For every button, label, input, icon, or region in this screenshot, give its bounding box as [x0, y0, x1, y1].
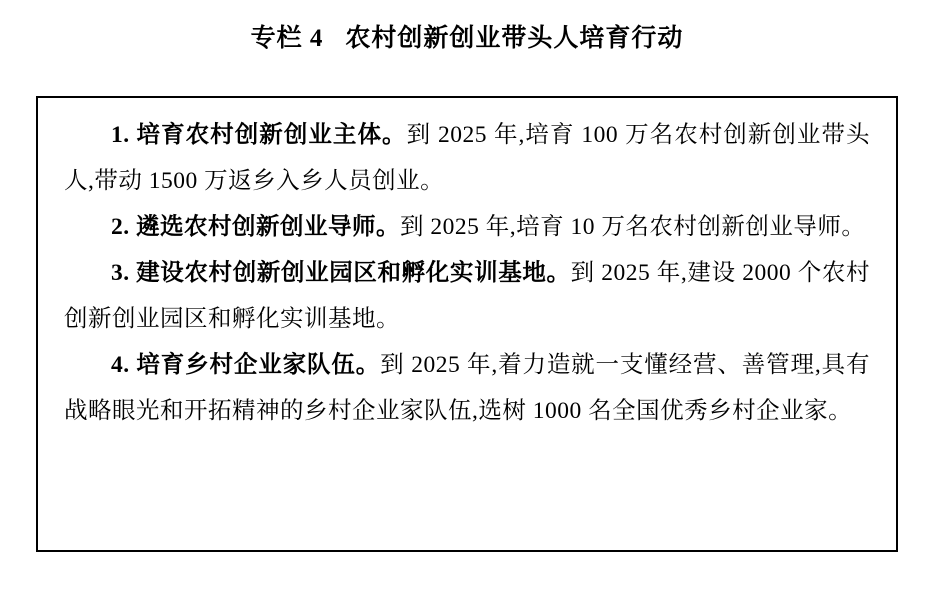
item-body: 到 2025 年,建设 2000 个农村创新创业园区和孵化实训基地。	[64, 260, 871, 332]
item-body: 到 2025 年,着力造就一支懂经营、善管理,具有战略眼光和开拓精神的乡村企业家队伍,选树 1000 名全国优秀乡村企业家。	[64, 352, 871, 424]
item-number: 4.	[111, 352, 130, 378]
list-item	[64, 342, 870, 434]
item-body: 到 2025 年,培育 10 万名农村创新创业导师。	[400, 214, 866, 240]
page-title-prefix: 专栏 4	[250, 25, 324, 52]
list-item	[64, 250, 870, 342]
item-lead: 建设农村创新创业园区和孵化实训基地。	[136, 260, 571, 286]
item-lead: 培育农村创新创业主体。	[136, 122, 407, 148]
document-page	[0, 22, 934, 592]
item-number: 1.	[111, 122, 130, 148]
item-number: 3.	[111, 260, 130, 286]
content-box	[36, 96, 898, 552]
page-title	[0, 22, 934, 56]
list-item	[64, 112, 870, 204]
page-title-main: 农村创新创业带头人培育行动	[345, 25, 684, 52]
item-number: 2.	[111, 214, 130, 240]
list-item	[64, 204, 870, 250]
item-lead: 培育乡村企业家队伍。	[136, 352, 381, 378]
item-body: 到 2025 年,培育 100 万名农村创新创业带头人,带动 1500 万返乡入乡人员创业。	[64, 122, 871, 194]
item-lead: 遴选农村创新创业导师。	[136, 214, 400, 240]
